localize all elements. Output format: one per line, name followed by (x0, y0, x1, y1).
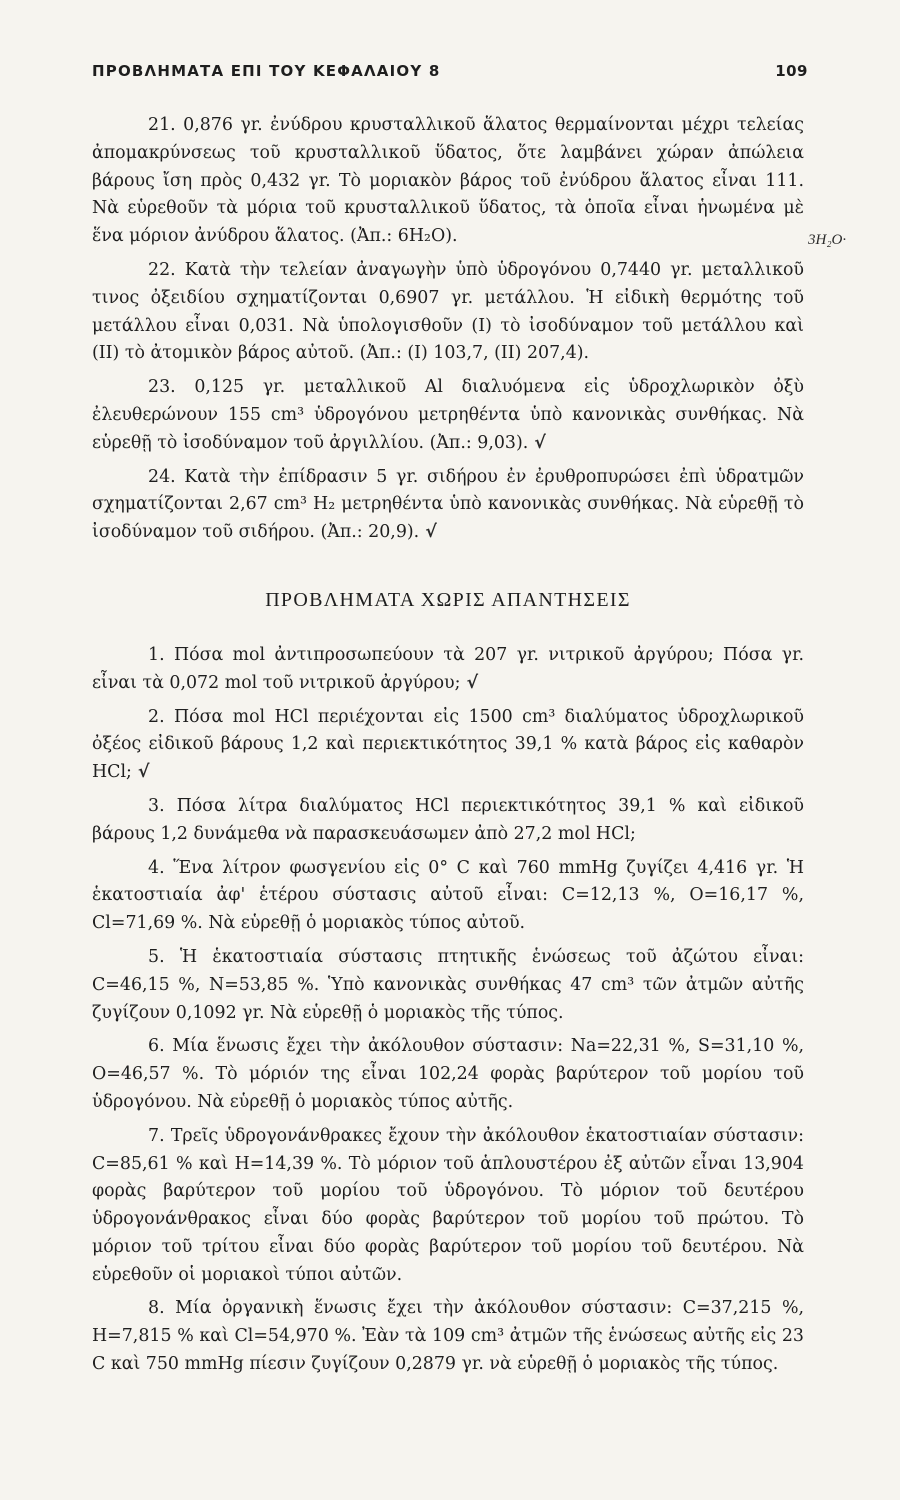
problem-22 (92, 257, 804, 368)
question-8 (92, 1295, 804, 1378)
question-4-text: 4. Ἕνα λίτρον φωσγενίου εἰς 0° C καὶ 760 mmHg ζυγίζει 4,416 γr. Ἡ ἑκατοστιαία ἀφ' ἑτέρου σύστασις αὐτοῦ εἶναι: C=12,13 %, O=16,17 %, Cl=71,69 %. Νὰ εὑρεθῇ ὁ μοριακὸς τύπος αὐτοῦ. (92, 857, 804, 934)
question-6 (92, 1033, 804, 1116)
question-5 (92, 944, 804, 1027)
section-title: ΠΡΟΒΛΗΜΑΤΑ ΧΩΡΙΣ ΑΠΑΝΤΗΣΕΙΣ (265, 588, 631, 611)
problem-24 (92, 464, 804, 547)
handwritten-check-icon: √ (534, 432, 546, 453)
handwritten-check-icon: √ (425, 522, 437, 543)
question-6-text: 6. Μία ἕνωσις ἔχει τὴν ἀκόλουθον σύστασιν: Na=22,31 %, S=31,10 %, O=46,57 %. Τὸ μόριόν της εἶναι 102,24 φορὰς βαρύτερον τοῦ μορίου τοῦ ὑδρογόνου. Νὰ εὑρεθῇ ὁ μοριακὸς τύπος αὐτῆς. (92, 1036, 804, 1112)
question-2 (92, 704, 804, 787)
question-8-text: 8. Μία ὀργανικὴ ἕνωσις ἔχει τὴν ἀκόλουθον σύστασιν: C=37,215 %, H=7,815 % καὶ Cl=54,970 %. Ἐὰν τὰ 109 cm³ ἀτμῶν τῆς ἑνώσεως αὐτῆς εἰς 23 C καὶ 750 mmHg πίεσιν ζυγίζουν 0,2879 γr. νὰ εὑρεθῇ ὁ μοριακὸς τῆς τύπος. (92, 1298, 804, 1375)
problem-23-text: 23. 0,125 γr. μεταλλικοῦ Al διαλυόμενα εἰς ὑδροχλωρικὸν ὀξὺ ἐλευθερώνουν 155 cm³ ὑδρογόνου μετρηθέντα ὑπὸ κανονικὰς συνθήκας. Νὰ εὑρεθῇ τὸ ἰσοδύναμον τοῦ ἀργιλλίου. (Ἀπ.: 9,03). (92, 377, 804, 453)
question-2-text: 2. Πόσα mol HCl περιέχονται εἰς 1500 cm³ διαλύματος ὑδροχλωρικοῦ ὀξέος εἰδικοῦ βάρους 1,2 καὶ περιεκτικότητος 39,1 % κατὰ βάρος εἰς καθαρὸν HCl; (92, 706, 804, 783)
page-number: 109 (775, 62, 808, 80)
question-7-text: 7. Τρεῖς ὑδρογονάνθρακες ἔχουν τὴν ἀκόλουθον ἑκατοστιαίαν σύστασιν: C=85,61 % καὶ H=14,39 %. Τὸ μόριον τοῦ ἁπλουστέρου ἐξ αὐτῶν εἶναι 13,904 φορὰς βαρύτερον τοῦ μορίου τοῦ ὑδρογόνου. Τὸ μόριον τοῦ δευτέρου ὑδρογονάνθρακος εἶναι δύο φορὰς βαρύτερον τοῦ μορίου τοῦ πρώτου. Τὸ μόριον τοῦ τρίτου εἶναι δύο φορὰς βαρύτερον τοῦ μορίου τοῦ δευτέρου. Νὰ εὑρεθοῦν οἱ μοριακοὶ τύποι αὐτῶν. (92, 1125, 804, 1285)
running-header (92, 62, 808, 80)
question-5-text: 5. Ἡ ἑκατοστιαία σύστασις πτητικῆς ἑνώσεως τοῦ ἀζώτου εἶναι: C=46,15 %, N=53,85 %. Ὑπὸ κανονικὰς συνθήκας 47 cm³ τῶν ἀτμῶν αὐτῆς ζυγίζουν 0,1092 γr. Νὰ εὑρεθῇ ὁ μοριακὸς τῆς τύπος. (92, 946, 804, 1023)
question-3-text: 3. Πόσα λίτρα διαλύματος HCl περιεκτικότητος 39,1 % καὶ εἰδικοῦ βάρους 1,2 δυνάμεθα νὰ παρασκευάσωμεν ἀπὸ 27,2 mol HCl; (92, 795, 804, 844)
problem-23 (92, 374, 804, 457)
question-1-text: 1. Πόσα mol ἀντιπροσωπεύουν τὰ 207 γr. νιτρικοῦ ἀργύρου; Πόσα γr. εἶναι τὰ 0,072 mol τοῦ νιτρικοῦ ἀργύρου; (92, 644, 804, 693)
running-title: ΠΡΟΒΛΗΜΑΤΑ ΕΠΙ ΤΟΥ ΚΕΦΑΛΑΙΟΥ 8 (92, 62, 441, 80)
problem-24-text: 24. Κατὰ τὴν ἐπίδρασιν 5 γr. σιδήρου ἐν ἐρυθροπυρώσει ἐπὶ ὑδρατμῶν σχηματίζονται 2,67 cm³ Η₂ μετρηθέντα ὑπὸ κανονικὰς συνθήκας. Νὰ εὑρεθῇ τὸ ἰσοδύναμον τοῦ σιδήρου. (Ἀπ.: 20,9). (92, 466, 804, 543)
question-1 (92, 642, 804, 698)
handwritten-check-icon: √ (466, 672, 479, 693)
problem-21 (92, 112, 804, 251)
handwritten-check-icon: √ (137, 762, 150, 783)
question-7 (92, 1123, 804, 1290)
question-4 (92, 855, 804, 938)
question-3 (92, 793, 804, 849)
handwritten-margin-note: 3Η₂Ο· (808, 232, 847, 248)
problem-22-text: 22. Κατὰ τὴν τελείαν ἀναγωγὴν ὑπὸ ὑδρογόνου 0,7440 γr. μεταλλικοῦ τινος ὀξειδίου σχηματίζονται 0,6907 γr. μετάλλου. Ἡ εἰδικὴ θερμότης τοῦ μετάλλου εἶναι 0,031. Νὰ ὑπολογισθοῦν (Ι) τὸ ἰσοδύναμον τοῦ μετάλλου καὶ (ΙΙ) τὸ ἀτομικὸν βάρος αὐτοῦ. (Ἀπ.: (Ι) 103,7, (ΙΙ) 207,4). (92, 259, 804, 364)
page-body (92, 112, 804, 1385)
problem-21-text: 21. 0,876 γr. ἐνύδρου κρυσταλλικοῦ ἅλατος θερμαίνονται μέχρι τελείας ἀπομακρύνσεως τοῦ κρυσταλλικοῦ ὕδατος, ὅτε λαμβάνει χώραν ἀπώλεια βάρους ἴση πρὸς 0,432 γr. Τὸ μοριακὸν βάρος τοῦ ἐνύδρου ἅλατος εἶναι 111. Νὰ εὑρεθοῦν τὰ μόρια τοῦ κρυσταλλικοῦ ὕδατος, τὰ ὁποῖα εἶναι ἡνωμένα μὲ ἕνα μόριον ἀνύδρου ἅλατος. (Ἀπ.: 6Η₂Ο). (92, 115, 804, 247)
